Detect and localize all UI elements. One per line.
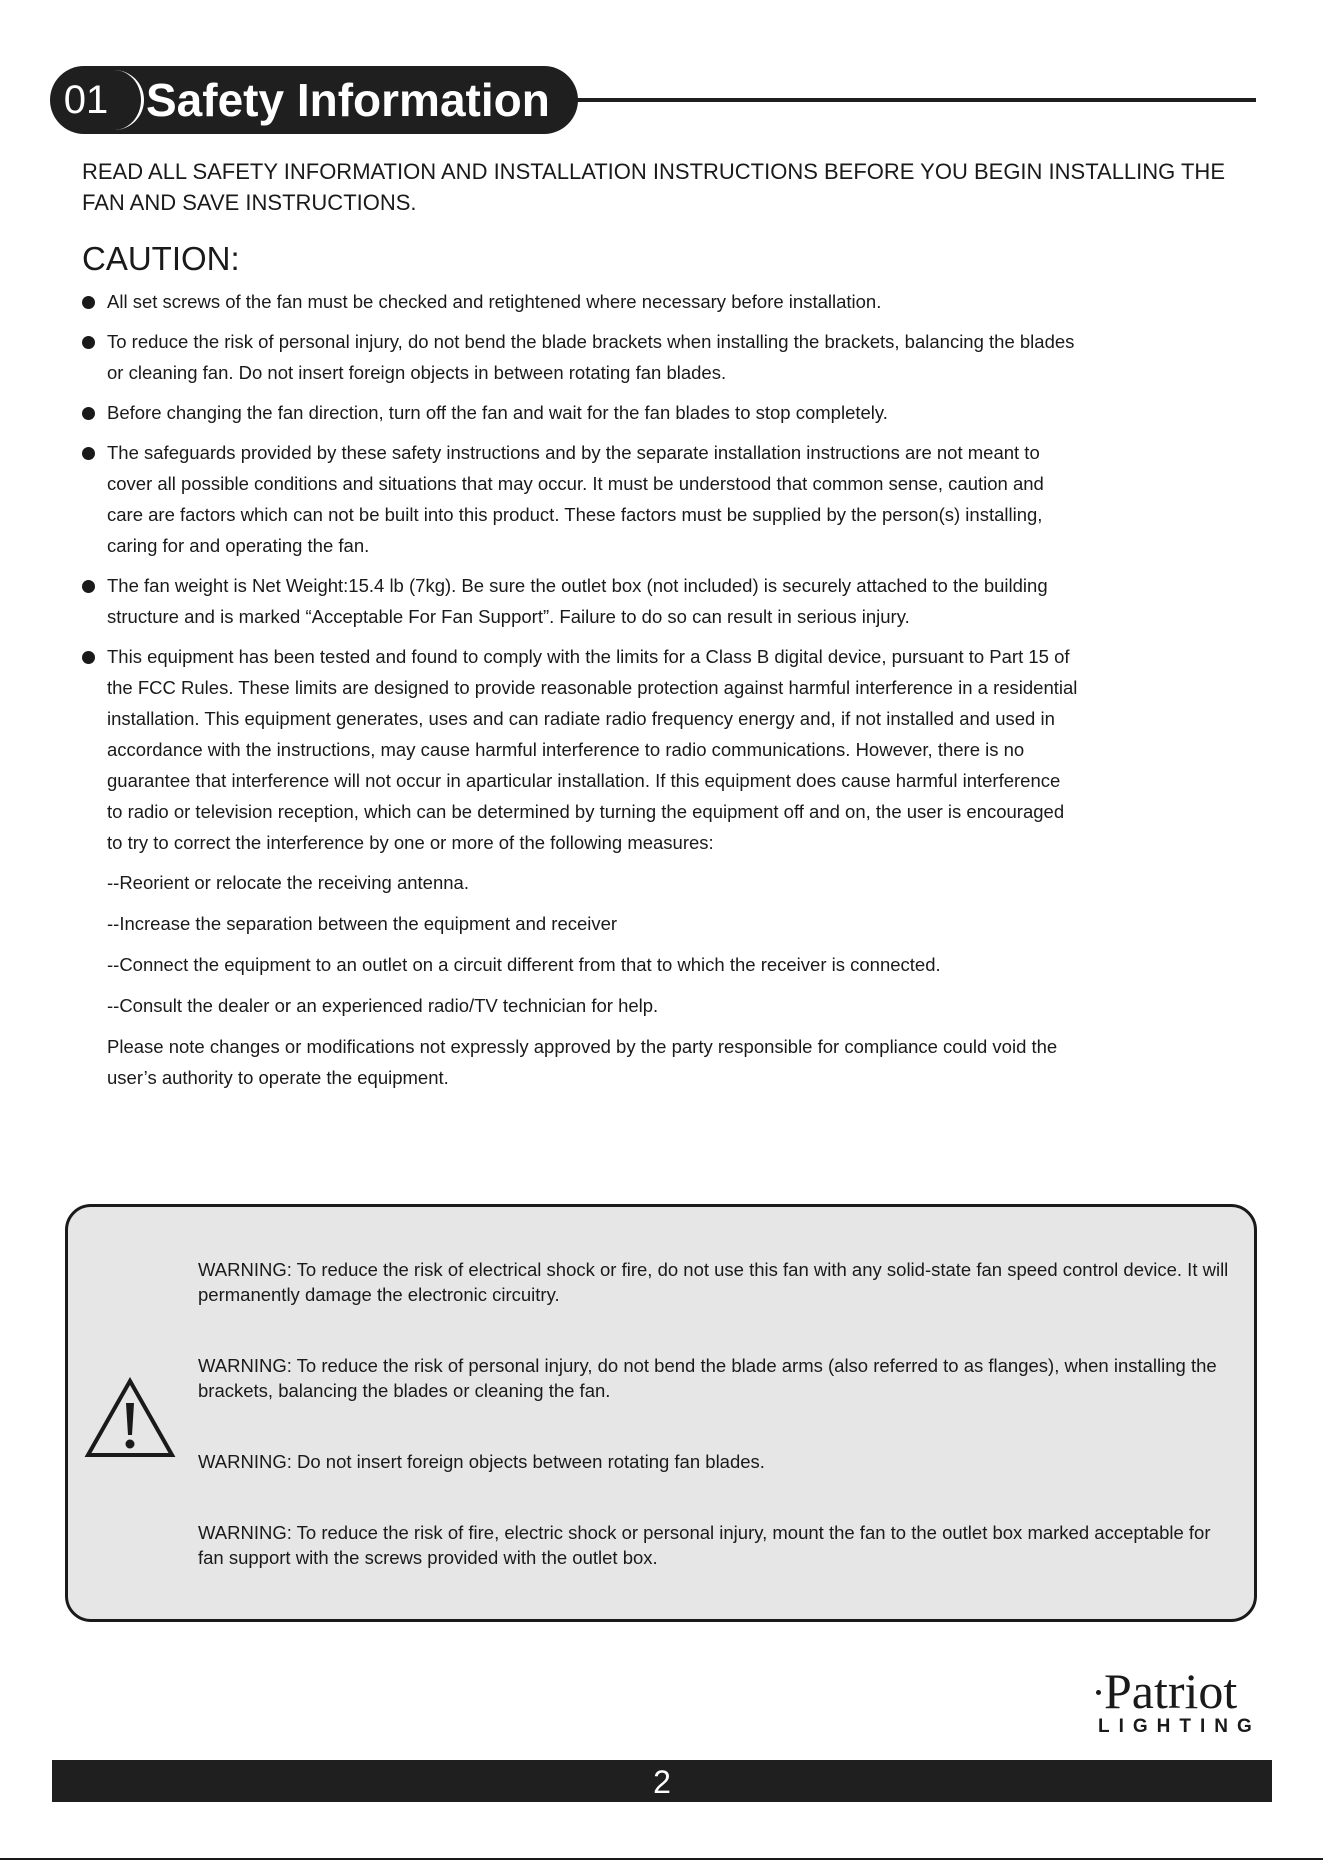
- warning-item: WARNING: Do not insert foreign objects between rotating fan blades.: [198, 1451, 765, 1472]
- measure-item: --Increase the separation between the equipment and receiver: [107, 913, 618, 934]
- fcc-measures: [80, 867, 1080, 1093]
- warning-list: [198, 1257, 1238, 1616]
- header-rule: [570, 98, 1256, 102]
- warning-item: WARNING: To reduce the risk of fire, electric shock or personal injury, mount the fan to the outlet box marked acceptable for fan support with the screws provided with the outlet box.: [198, 1522, 1211, 1568]
- bullet-icon: [82, 447, 95, 460]
- footer-bar: [52, 1760, 1272, 1802]
- caution-item: [80, 641, 1080, 858]
- caution-item: [80, 326, 1080, 388]
- bullet-icon: [82, 580, 95, 593]
- section-number: 01: [63, 78, 109, 122]
- section-header: [50, 66, 1210, 134]
- warning-item: WARNING: To reduce the risk of personal injury, do not bend the blade arms (also referred to as flanges), when installing the brackets, balancing the blades or cleaning the fan.: [198, 1355, 1217, 1401]
- bullet-icon: [82, 336, 95, 349]
- warning-box: [65, 1204, 1257, 1622]
- warning-triangle-icon: [84, 1377, 176, 1459]
- bottom-rule: [0, 1858, 1323, 1860]
- caution-list: [80, 286, 1080, 1102]
- caution-item-text: This equipment has been tested and found to comply with the limits for a Class B digital device, pursuant to Part 15 of the FCC Rules. These limits are designed to provide reasonable protection against harmful interference in a residential installation. This equipment generates, uses and can radiate radio frequency energy and, if not installed and used in accordance with the instructions, may cause harmful interference to radio communications. However, there is no guarantee that interference will not occur in aparticular installation. If this equipment does cause harmful interference to radio or television reception, which can be determined by turning the equipment off and on, the user is encouraged to try to correct the interference by one or more of the following measures:: [107, 646, 1078, 853]
- caution-item: [80, 397, 1080, 428]
- bullet-icon: [82, 651, 95, 664]
- measure-item: --Connect the equipment to an outlet on a circuit different from that to which the receiver is connected.: [107, 954, 941, 975]
- measure-item: --Reorient or relocate the receiving antenna.: [107, 872, 469, 893]
- bullet-icon: [82, 407, 95, 420]
- caution-item-text: To reduce the risk of personal injury, do not bend the blade brackets when installing the brackets, balancing the blades or cleaning fan. Do not insert foreign objects in between rotating fan blades.: [107, 331, 1075, 383]
- logo-dot: [1096, 1690, 1101, 1695]
- caution-item-text: The safeguards provided by these safety instructions and by the separate installation instructions are not meant to cover all possible conditions and situations that may occur. It must be understood that common sense, caution and care are factors which can not be built into this product. These factors must be supplied by the person(s) installing, caring for and operating the fan.: [107, 442, 1044, 556]
- logo-brand: Patriot: [1104, 1663, 1238, 1719]
- bullet-icon: [82, 296, 95, 309]
- caution-title: CAUTION:: [82, 240, 240, 277]
- caution-item-text: All set screws of the fan must be checked and retightened where necessary before installation.: [107, 291, 882, 312]
- section-number-divider: [114, 70, 144, 130]
- caution-item: [80, 286, 1080, 317]
- patriot-lighting-logo: [1090, 1664, 1276, 1740]
- caution-item: [80, 570, 1080, 632]
- logo-sub: LIGHTING: [1098, 1716, 1261, 1737]
- measures-list: [107, 867, 1080, 1021]
- page-title: Safety Information: [146, 74, 550, 126]
- warning-item: WARNING: To reduce the risk of electrical shock or fire, do not use this fan with any solid-state fan speed control device. It will permanently damage the electronic circuitry.: [198, 1259, 1229, 1305]
- caution-item-text: Before changing the fan direction, turn off the fan and wait for the fan blades to stop completely.: [107, 402, 888, 423]
- caution-item: [80, 437, 1080, 561]
- page-number: 2: [653, 1764, 671, 1800]
- compliance-note: Please note changes or modifications not expressly approved by the party responsible for compliance could void the user’s authority to operate the equipment.: [107, 1036, 1058, 1088]
- caution-item-text: The fan weight is Net Weight:15.4 lb (7kg). Be sure the outlet box (not included) is securely attached to the building structure and is marked “Acceptable For Fan Support”. Failure to do so can result in serious injury.: [107, 575, 1048, 627]
- section-header-pill: [50, 66, 578, 134]
- intro-text: READ ALL SAFETY INFORMATION AND INSTALLATION INSTRUCTIONS BEFORE YOU BEGIN INSTALLING THE FAN AND SAVE INSTRUCTIONS.: [82, 159, 1225, 215]
- measure-item: --Consult the dealer or an experienced radio/TV technician for help.: [107, 995, 659, 1016]
